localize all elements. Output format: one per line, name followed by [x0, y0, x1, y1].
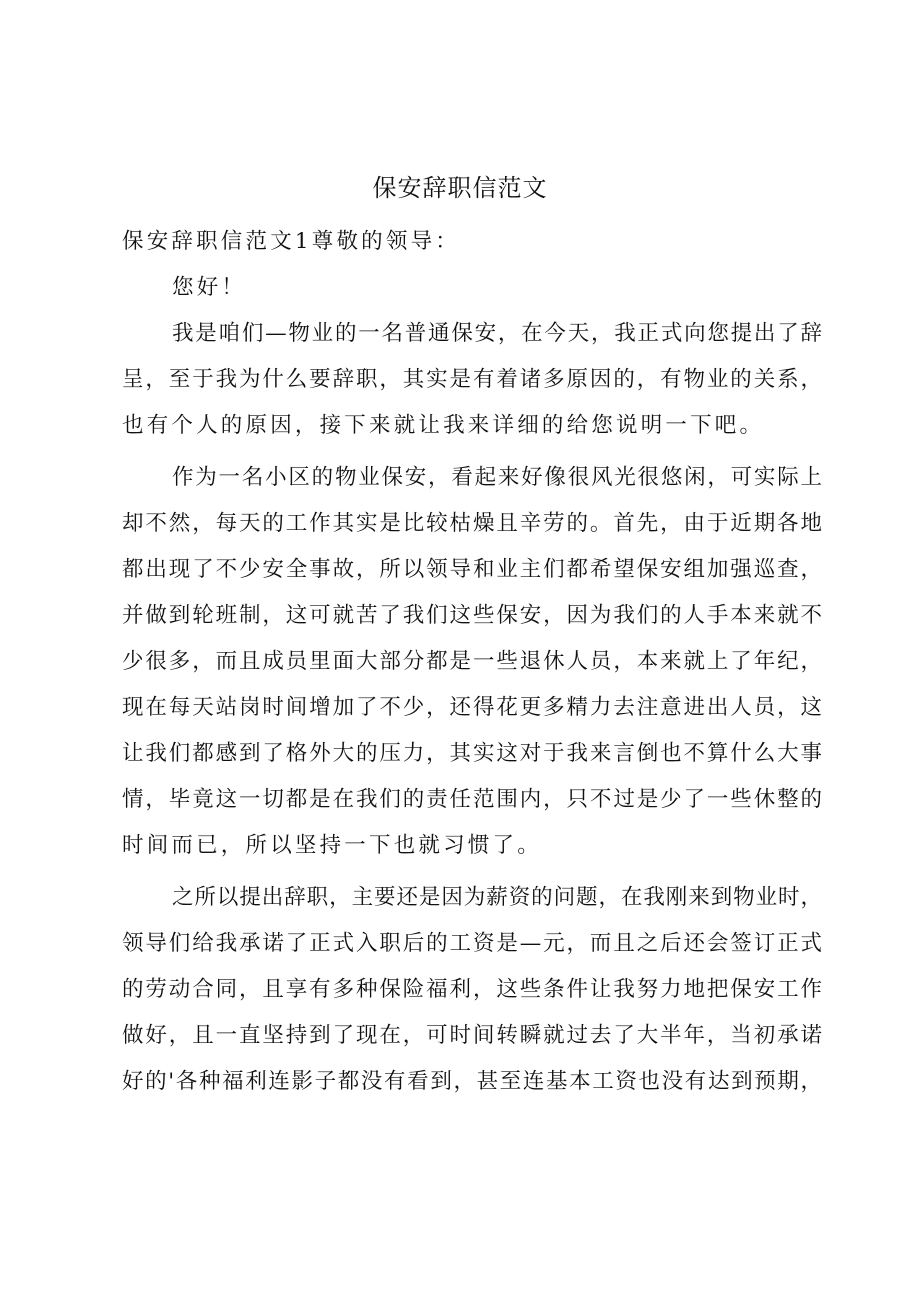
document-line: 的劳动合同，且享有多种保险福利，这些条件让我努力地把保安工作	[122, 977, 822, 1002]
document-line: 情，毕竟这一切都是在我们的责任范围内，只不过是少了一些休整的	[122, 787, 822, 812]
document-line: 好的'各种福利连影子都没有看到，甚至连基本工资也没有达到预期，	[122, 1069, 822, 1094]
document-line: 都出现了不少安全事故，所以领导和业主们都希望保安组加强巡查，	[122, 557, 822, 582]
document-line: 我是咱们—物业的一名普通保安，在今天，我正式向您提出了辞	[172, 321, 822, 346]
document-line: 现在每天站岗时间增加了不少，还得花更多精力去注意进出人员，这	[122, 695, 822, 720]
document-line: 并做到轮班制，这可就苦了我们这些保安，因为我们的人手本来就不	[122, 603, 822, 628]
document-line: 也有个人的原因，接下来就让我来详细的给您说明一下吧。	[122, 413, 765, 438]
document-line: 作为一名小区的物业保安，看起来好像很风光很悠闲，可实际上	[172, 465, 822, 490]
document-line: 您好！	[172, 275, 247, 300]
document-line: 时间而已，所以坚持一下也就习惯了。	[122, 833, 542, 858]
document-line: 却不然，每天的工作其实是比较枯燥且辛劳的。首先，由于近期各地	[122, 511, 822, 536]
document-line: 少很多，而且成员里面大部分都是一些退休人员，本来就上了年纪，	[122, 649, 822, 674]
document-line: 呈，至于我为什么要辞职，其实是有着诸多原因的，有物业的关系，	[122, 367, 822, 392]
document-line: 保安辞职信范文1尊敬的领导：	[122, 229, 460, 254]
document-line: 做好，且一直坚持到了现在，可时间转瞬就过去了大半年，当初承诺	[122, 1023, 822, 1048]
document-line: 让我们都感到了格外大的压力，其实这对于我来言倒也不算什么大事	[122, 741, 822, 766]
document-title: 保安辞职信范文	[372, 174, 548, 202]
document-line: 之所以提出辞职，主要还是因为薪资的问题，在我刚来到物业时，	[172, 885, 822, 910]
document-line: 领导们给我承诺了正式入职后的工资是—元，而且之后还会签订正式	[122, 931, 822, 956]
